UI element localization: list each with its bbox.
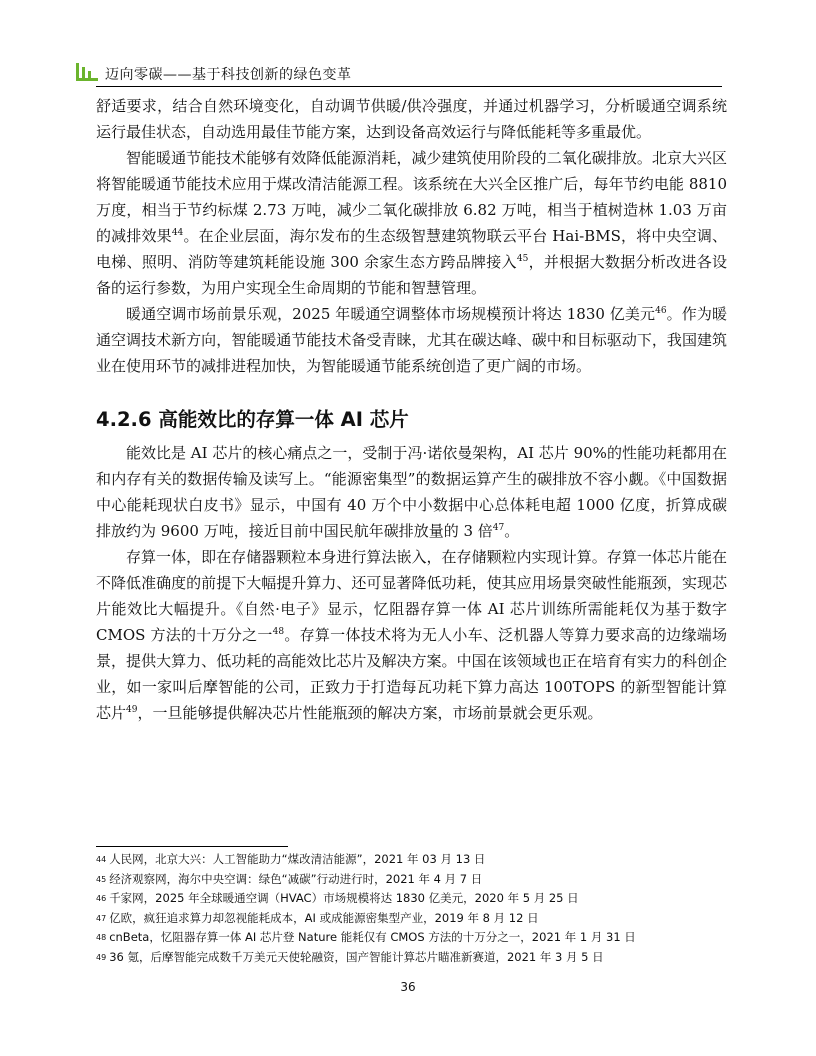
footnote-ref[interactable]: 48: [272, 627, 285, 637]
footnote: [96, 850, 727, 870]
paragraph-text: 。: [504, 522, 520, 540]
paragraph-text: 存算一体，即在存储器颗粒本身进行算法嵌入，在存储颗粒内实现计算。存算一体芯片能在不降低准确度的前提下大幅提升算力、还可显著降低功耗，使其应用场景突破性能瓶颈，实现芯片能效比大幅提升。《自然·电子》显示，忆阻器存算一体 AI 芯片训练所需能耗仅为基于数字 CMOS 方法的十万分之一: [96, 548, 727, 644]
footnote-number: 44: [96, 855, 107, 864]
footnote-text: 亿欧，疯狂追求算力却忽视能耗成本，AI 或成能源密集型产业，2019 年 8 月 12 日: [109, 910, 539, 925]
section-paragraphs: [96, 440, 727, 726]
paragraph: [96, 145, 727, 301]
section-title: 高能效比的存算一体 AI 芯片: [158, 408, 409, 431]
footnote-ref[interactable]: 44: [171, 228, 184, 238]
footnote-ref[interactable]: 49: [126, 705, 138, 715]
paragraph: [96, 544, 727, 726]
section-heading: [96, 406, 727, 434]
header-divider: [96, 86, 722, 87]
footnote: [96, 870, 727, 890]
paragraph-text: 舒适要求，结合自然环境变化，自动调节供暖/供冷强度，并通过机器学习，分析暖通空调系统运行最佳状态，自动选用最佳节能方案，达到设备高效运行与降低能耗等多重最优。: [96, 97, 727, 141]
footnote-number: 46: [96, 894, 107, 903]
page-header: [75, 60, 727, 86]
paragraph-text: 。存算一体技术将为无人小车、泛机器人等算力要求高的边缘端场景，提供大算力、低功耗的高能效比芯片及解决方案。中国在该领域也正在培育有实力的科创企业，如一家叫后摩智能的公司，正致力于打造每瓦功耗下算力高达 100TOPS 的新型智能计算芯片: [96, 626, 727, 722]
footnote-number: 45: [96, 874, 107, 884]
footnote-ref[interactable]: 46: [655, 306, 667, 316]
paragraph-text: 能效比是 AI 芯片的核心痛点之一，受制于冯·诺依曼架构，AI 芯片 90%的性能功耗都用在和内存有关的数据传输及读写上。“能源密集型”的数据运算产生的碳排放不容小觑。《中国数据中心能耗现状白皮书》显示，中国有 40 万个中小数据中心总体耗电超 1000 亿度，折算成碳排放约为 9600 万吨，接近目前中国民航年碳排放量的 3 倍: [96, 444, 727, 540]
paragraph-text: ，一旦能够提供解决芯片性能瓶颈的解决方案，市场前景就会更乐观。: [137, 704, 603, 722]
header-title: 迈向零碳——基于科技创新的绿色变革: [105, 67, 352, 83]
footnote: [96, 909, 727, 929]
paragraph-text: 智能暖通节能技术能够有效降低能源消耗，减少建筑使用阶段的二氧化碳排放。北京大兴区将智能暖通节能技术应用于煤改清洁能源工程。该系统在大兴全区推广后，每年节约电能 8810 万度，相当于节约标煤 2.73 万吨，减少二氧化碳排放 6.82 万吨，相当于植树造林 1.03 万亩的减排效果: [96, 149, 727, 245]
footnote-divider: [96, 846, 288, 847]
footnote: [96, 948, 727, 968]
footnote-number: 49: [96, 952, 107, 962]
footnote-number: 47: [96, 913, 107, 923]
footnote-text: 36 氪，后摩智能完成数千万美元天使轮融资，国产智能计算芯片瞄准新赛道，2021 年 3 月 5 日: [109, 949, 604, 964]
footnote: [96, 928, 727, 948]
footnotes: [96, 850, 727, 967]
paragraph-text: 暖通空调市场前景乐观，2025 年暖通空调整体市场规模预计将达 1830 亿美元: [126, 305, 656, 323]
footnote-ref[interactable]: 45: [516, 254, 529, 264]
footnote-text: 千家网，2025 年全球暖通空调（HVAC）市场规模将达 1830 亿美元，2020 年 5 月 25 日: [109, 891, 579, 905]
footnote-text: 人民网，北京大兴：人工智能助力“煤改清洁能源”，2021 年 03 月 13 日: [109, 852, 486, 866]
footnote: [96, 889, 727, 909]
paragraph-text: ，并根据大数据分析改进各设备的运行参数，为用户实现全生命周期的节能和智慧管理。: [96, 253, 727, 297]
footnote-ref[interactable]: 47: [492, 523, 505, 533]
footnote-text: 经济观察网，海尔中央空调：绿色“减碳”行动进行时，2021 年 4 月 7 日: [109, 871, 483, 886]
main-content: [96, 93, 727, 726]
paragraph: [96, 440, 727, 544]
footnote-text: cnBeta，忆阻器存算一体 AI 芯片登 Nature 能耗仅有 CMOS 方法的十万分之一，2021 年 1 月 31 日: [109, 930, 636, 944]
paragraph-text: 。作为暖通空调技术新方向，智能暖通节能技术备受青睐，尤其在碳达峰、碳中和目标驱动下，我国建筑业在使用环节的减排进程加快，为智能暖通节能系统创造了更广阔的市场。: [96, 305, 727, 375]
paragraph: [96, 93, 727, 145]
section-number: 4.2.6: [96, 408, 152, 431]
page-number: 36: [400, 980, 416, 994]
paragraph-text: 。在企业层面，海尔发布的生态级智慧建筑物联云平台 Hai-BMS，将中央空调、电梯、照明、消防等建筑耗能设施 300 余家生态方跨品牌接入: [96, 227, 727, 271]
footnote-number: 48: [96, 933, 107, 942]
logo-icon: [75, 62, 99, 82]
paragraph: [96, 301, 727, 379]
body-paragraphs: [96, 93, 727, 379]
